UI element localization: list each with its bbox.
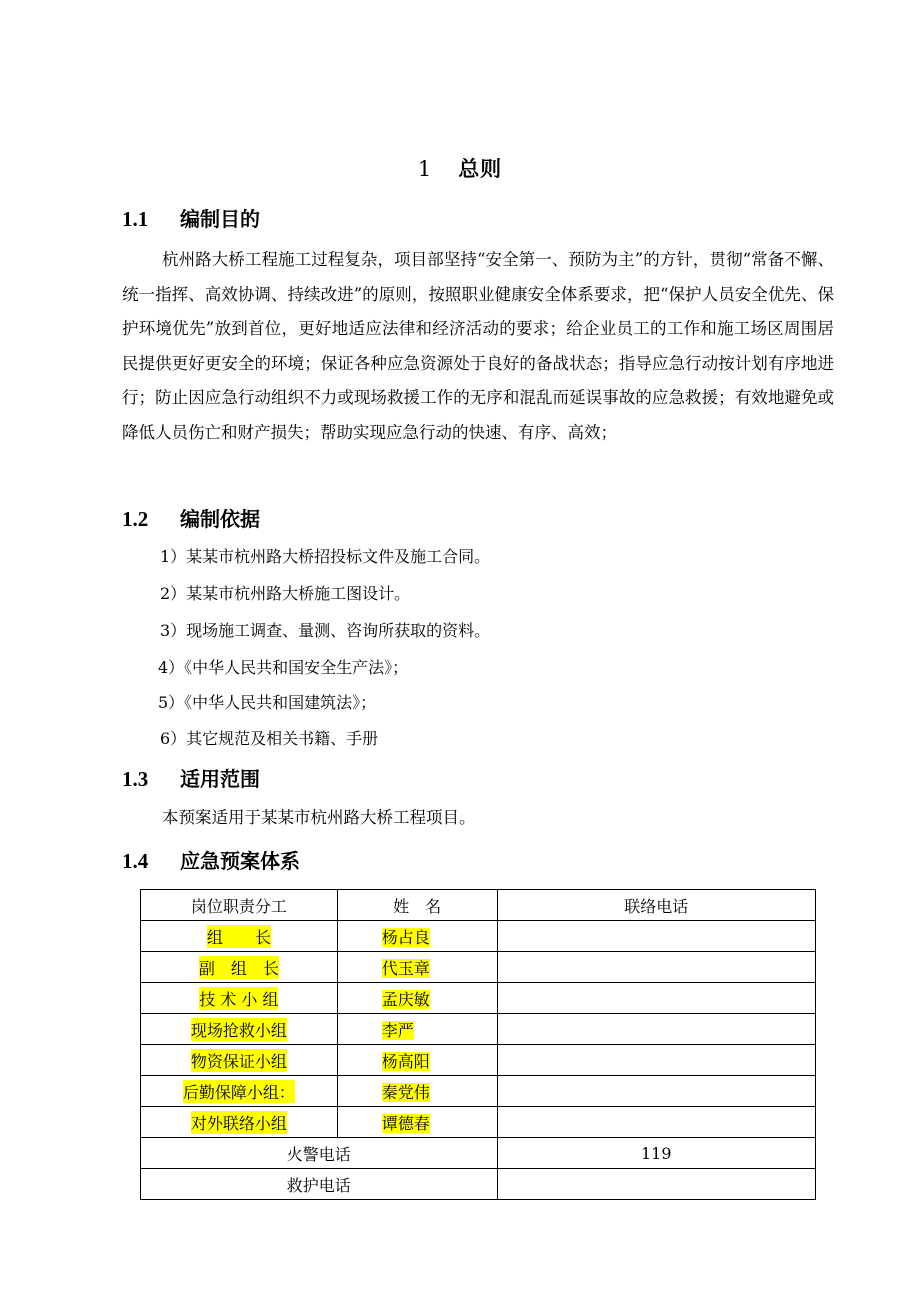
section-title: 适用范围 (180, 767, 260, 791)
role-text: 技 术 小 组 (199, 987, 278, 1010)
phone-cell (497, 1014, 815, 1045)
section-number: 1.2 (122, 507, 149, 531)
phone-cell (497, 1045, 815, 1076)
chapter-title (0, 153, 920, 183)
phone-cell (497, 983, 815, 1014)
header-name: 姓 名 (337, 890, 497, 921)
table-row (141, 1045, 816, 1076)
fire-phone-row (141, 1138, 816, 1169)
section-title: 应急预案体系 (180, 849, 300, 873)
role-cell (141, 1014, 338, 1045)
phone-cell (497, 921, 815, 952)
role-cell (141, 1107, 338, 1138)
phone-cell (497, 1107, 815, 1138)
basis-item: 1）某某市杭州路大桥招投标文件及施工合同。 (160, 547, 491, 566)
role-text: 物资保证小组 (191, 1049, 287, 1072)
name-cell (337, 952, 497, 983)
table-row (141, 952, 816, 983)
section-number: 1.4 (122, 849, 149, 873)
table-row (141, 1107, 816, 1138)
name-cell (337, 1045, 497, 1076)
name-cell (337, 983, 497, 1014)
fire-phone-label: 火警电话 (141, 1138, 498, 1169)
table-row (141, 983, 816, 1014)
role-text: 组 长 (207, 925, 271, 948)
purpose-paragraph: 杭州路大桥工程施工过程复杂，项目部坚持“安全第一、预防为主”的方针，贯彻“常备不懈、统一指挥、高效协调、持续改进”的原则，按照职业健康安全体系要求，把“保护人员安全优先、保护环境优先”放到首位，更好地适应法律和经济活动的要求；给企业员工的工作和施工场区周围居民提供更好更安全的环境；保证各种应急资源处于良好的备战状态；指导应急行动按计划有序地进行；防止因应急行动组织不力或现场救援工作的无序和混乱而延误事故的应急救援；有效地避免或降低人员伤亡和财产损失；帮助实现应急行动的快速、有序、高效； (122, 250, 834, 442)
basis-item: 5）《中华人民共和国建筑法》； (158, 693, 377, 712)
section-number: 1.1 (122, 207, 149, 231)
section-title: 编制依据 (180, 507, 260, 531)
name-cell (337, 1107, 497, 1138)
role-text: 后勤保障小组： (183, 1080, 295, 1103)
section-number: 1.3 (122, 767, 149, 791)
name-text: 谭德春 (381, 1113, 430, 1133)
section-heading-1-2 (122, 503, 260, 532)
header-role: 岗位职责分工 (141, 890, 338, 921)
scope-paragraph: 本预案适用于某某市杭州路大桥工程项目。 (162, 808, 476, 827)
role-cell (141, 983, 338, 1014)
name-text: 杨高阳 (381, 1051, 430, 1071)
basis-item: 3）现场施工调查、量测、咨询所获取的资料。 (160, 621, 491, 640)
rescue-phone-number (497, 1169, 815, 1200)
contacts-table (140, 889, 816, 1200)
table-row (141, 921, 816, 952)
fire-phone-number: 119 (497, 1138, 815, 1169)
name-text: 秦党伟 (381, 1082, 430, 1102)
name-text: 代玉章 (381, 958, 430, 978)
basis-item: 6）其它规范及相关书籍、手册 (160, 729, 379, 748)
name-text: 李严 (381, 1020, 414, 1040)
basis-item: 2）某某市杭州路大桥施工图设计。 (160, 584, 411, 603)
role-cell (141, 952, 338, 983)
basis-item: 4）《中华人民共和国安全生产法》； (158, 658, 409, 677)
table-row (141, 1076, 816, 1107)
role-cell (141, 921, 338, 952)
name-cell (337, 1014, 497, 1045)
name-cell (337, 921, 497, 952)
phone-cell (497, 952, 815, 983)
role-cell (141, 1076, 338, 1107)
section-heading-1-1 (122, 203, 260, 232)
name-text: 孟庆敏 (381, 989, 430, 1009)
rescue-phone-label: 救护电话 (141, 1169, 498, 1200)
role-text: 副 组 长 (199, 956, 279, 979)
section-heading-1-4 (122, 845, 300, 874)
table-row (141, 1014, 816, 1045)
phone-cell (497, 1076, 815, 1107)
role-text: 对外联络小组 (191, 1111, 287, 1134)
role-cell (141, 1045, 338, 1076)
section-heading-1-3 (122, 763, 260, 792)
header-phone: 联络电话 (497, 890, 815, 921)
chapter-number: 1 (417, 157, 433, 181)
table-header-row (141, 890, 816, 921)
name-text: 杨占良 (381, 927, 430, 947)
role-text: 现场抢救小组 (191, 1018, 287, 1041)
rescue-phone-row (141, 1169, 816, 1200)
name-cell (337, 1076, 497, 1107)
chapter-title-text: 总则 (458, 156, 503, 181)
section-title: 编制目的 (180, 207, 260, 231)
